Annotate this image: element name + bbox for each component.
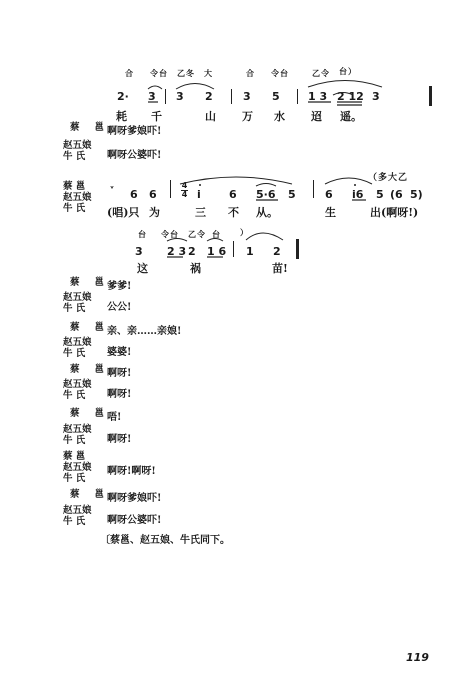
dialogue-line: 啊呀!: [107, 389, 132, 400]
dialogue-line: 啊呀爹娘吓!: [107, 126, 162, 137]
jianpu-note: 3: [372, 90, 380, 103]
speaker-name: 赵五娘 牛 氏: [63, 379, 92, 401]
page-number: 119: [406, 651, 429, 664]
speaker-name: 蔡 邕: [70, 489, 104, 500]
speaker-name: 蔡 邕: [70, 322, 104, 333]
stage-direction: 〔蔡邕、赵五娘、牛氏同下。: [100, 535, 230, 546]
lyric-syllable: 生: [325, 206, 336, 219]
jianpu-note: 5): [410, 188, 423, 201]
dialogue-line: 婆婆!: [107, 347, 132, 358]
lyric-syllable: 祸: [190, 262, 201, 275]
percussion-syllable: 台）: [339, 66, 357, 76]
jianpu-note: 3: [135, 245, 143, 258]
percussion-syllable: 台: [138, 229, 147, 239]
lyric-syllable: (唱)只: [107, 206, 140, 219]
percussion-syllable: 台: [212, 229, 221, 239]
jianpu-note: 2 12: [337, 90, 364, 103]
jianpu-note: 1 3: [308, 90, 328, 103]
speaker-name: 蔡 邕: [70, 277, 104, 288]
jianpu-note: 6: [130, 188, 138, 201]
jianpu-note: 6: [229, 188, 237, 201]
dialogue-line: 啊呀!: [107, 368, 132, 379]
jianpu-note: 6: [149, 188, 157, 201]
lyric-syllable: 为: [149, 206, 160, 219]
speaker-name: 蔡 邕 赵五娘 牛 氏: [63, 181, 92, 214]
jianpu-note: 5: [288, 188, 296, 201]
time-signature: 4 4: [181, 181, 188, 199]
lyric-syllable: 万: [242, 110, 253, 123]
speaker-name: 赵五娘 牛 氏: [63, 505, 92, 527]
percussion-syllable: 合: [125, 68, 134, 78]
jianpu-note: 2: [273, 245, 281, 258]
jianpu-note: 2 3: [167, 245, 187, 258]
dialogue-line: 啊呀!: [107, 434, 132, 445]
jianpu-note: 2·: [117, 90, 129, 103]
dialogue-line: 亲、亲……亲娘!: [107, 326, 182, 337]
lyric-syllable: 水: [274, 110, 285, 123]
dialogue-line: 爹爹!: [107, 281, 132, 292]
speaker-name: 蔡 邕 赵五娘 牛 氏: [63, 451, 92, 484]
lyric-syllable: 山: [205, 110, 216, 123]
dialogue-line: 唔!: [107, 412, 122, 423]
lyric-syllable: 千: [151, 110, 162, 123]
jianpu-note: 5·6: [256, 188, 276, 201]
jianpu-note: 3: [176, 90, 184, 103]
percussion-syllable: 令台: [161, 229, 179, 239]
dialogue-line: 公公!: [107, 302, 132, 313]
speaker-name: 赵五娘 牛 氏: [63, 140, 92, 162]
lyric-syllable: 遥。: [340, 110, 362, 123]
dialogue-line: 啊呀公婆吓!: [107, 515, 162, 526]
percussion-syllable: ）: [240, 227, 249, 237]
jianpu-note: 3: [148, 90, 156, 103]
percussion-cue: （多大乙: [368, 173, 409, 183]
jianpu-note: (6: [390, 188, 403, 201]
percussion-syllable: 乙令: [312, 68, 330, 78]
jianpu-note: 6: [325, 188, 333, 201]
lyric-syllable: 苗!: [272, 262, 288, 275]
speaker-name: 蔡 邕: [70, 122, 104, 133]
percussion-syllable: 乙令: [188, 229, 206, 239]
lyric-syllable: 出(啊呀!): [370, 206, 419, 219]
lyric-syllable: 从。: [256, 206, 278, 219]
jianpu-note: 1 6: [207, 245, 227, 258]
lyric-syllable: 迢: [311, 110, 322, 123]
percussion-syllable: 乙冬: [177, 68, 195, 78]
jianpu-note: i6: [352, 188, 364, 201]
jianpu-note: 2: [188, 245, 196, 258]
jianpu-note: i: [197, 188, 201, 201]
speaker-name: 赵五娘 牛 氏: [63, 337, 92, 359]
dialogue-line: 啊呀!啊呀!: [107, 466, 156, 477]
speaker-name: 赵五娘 牛 氏: [63, 292, 92, 314]
percussion-syllable: 合: [246, 68, 255, 78]
breath-mark: ᵛ: [110, 184, 115, 193]
dialogue-line: 啊呀公婆吓!: [107, 150, 162, 161]
percussion-syllable: 令台: [150, 68, 168, 78]
lyric-syllable: 耗: [116, 110, 127, 123]
lyric-syllable: 这: [137, 262, 148, 275]
jianpu-note: 5: [376, 188, 384, 201]
percussion-syllable: 令台: [271, 68, 289, 78]
lyric-syllable: 不: [228, 206, 239, 219]
speaker-name: 蔡 邕: [70, 364, 104, 375]
dialogue-line: 啊呀爹娘吓!: [107, 493, 162, 504]
speaker-name: 赵五娘 牛 氏: [63, 424, 92, 446]
lyric-syllable: 三: [195, 206, 206, 219]
percussion-syllable: 大: [204, 68, 213, 78]
speaker-name: 蔡 邕: [70, 408, 104, 419]
jianpu-note: 3: [243, 90, 251, 103]
jianpu-note: 1: [246, 245, 254, 258]
jianpu-note: 2: [205, 90, 213, 103]
jianpu-note: 5: [272, 90, 280, 103]
